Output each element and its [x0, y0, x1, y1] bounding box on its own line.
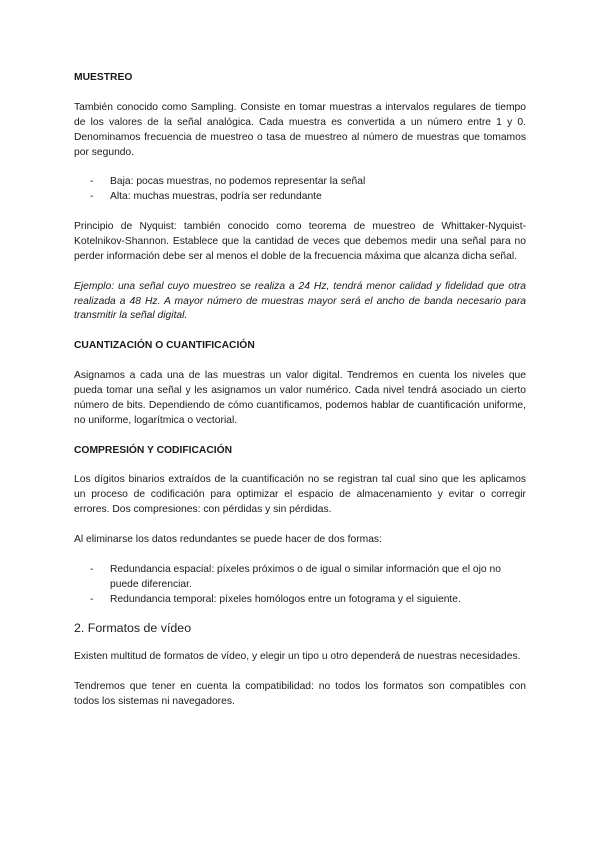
- formatos-paragraph-1: Existen multitud de formatos de vídeo, y elegir un tipo u otro dependerá de nuestras necesidades.: [74, 651, 521, 663]
- list-item: - Baja: pocas muestras, no podemos representar la señal: [74, 175, 526, 190]
- compresion-paragraph: Los dígitos binarios extraídos de la cuantificación no se registran tal cual sino que les aplicamos un proceso de codificación para optimizar el espacio de almacenamiento y evitar o corregir errores. Dos compresiones: con pérdidas y sin pérdidas.: [74, 474, 526, 516]
- redundancia-intro: Al eliminarse los datos redundantes se puede hacer de dos formas:: [74, 533, 382, 545]
- heading-compresion: COMPRESIÓN Y CODIFICACIÓN: [74, 444, 233, 456]
- document-content: [74, 71, 526, 710]
- list-item: - Alta: muchas muestras, podría ser redundante: [74, 190, 526, 205]
- list-item: - Redundancia espacial: píxeles próximos o de igual o similar información que el ojo no puede diferenciar.: [74, 563, 526, 593]
- heading-formatos: 2. Formatos de vídeo: [74, 621, 192, 636]
- nyquist-paragraph: Principio de Nyquist: también conocido como teorema de muestreo de Whittaker-Nyquist-Kotelnikov-Shannon. Establece que la cantidad de veces que debemos medir una señal para no perder información debe ser al menos el doble de la frecuencia máxima que alcanza dicha señal.: [74, 221, 526, 262]
- redundancia-list: [74, 563, 526, 608]
- muestreo-list: [74, 175, 526, 205]
- cuantizacion-paragraph: Asignamos a cada una de las muestras un valor digital. Tendremos en cuenta los niveles que pueda tomar una señal y les asignamos un valor numérico. Cada nivel tendrá asociado un cierto número de bits. Dependiendo de cómo cuantificamos, podemos hablar de cuantificación uniforme, no uniforme, logarítmica o vectorial.: [74, 370, 526, 426]
- formatos-paragraph-2: Tendremos que tener en cuenta la compatibilidad: no todos los formatos son compatibles con todos los sistemas ni navegadores.: [74, 681, 526, 708]
- list-item: - Redundancia temporal: píxeles homólogos entre un fotograma y el siguiente.: [74, 593, 526, 608]
- example-paragraph: Ejemplo: una señal cuyo muestreo se realiza a 24 Hz, tendrá menor calidad y fidelidad que otra realizada a 48 Hz. A mayor número de muestras mayor será el ancho de banda necesario para transmitir la señal digital.: [74, 280, 526, 322]
- muestreo-paragraph: También conocido como Sampling. Consiste en tomar muestras a intervalos regulares de tiempo de los valores de la señal analógica. Cada muestra es convertida a un número entre 1 y 0. Denominamos frecuencia de muestreo o tasa de muestreo al número de muestras que tomamos por segundo.: [74, 101, 526, 158]
- heading-cuantizacion: CUANTIZACIÓN O CUANTIFICACIÓN: [74, 340, 255, 352]
- heading-muestreo: MUESTREO: [74, 72, 133, 83]
